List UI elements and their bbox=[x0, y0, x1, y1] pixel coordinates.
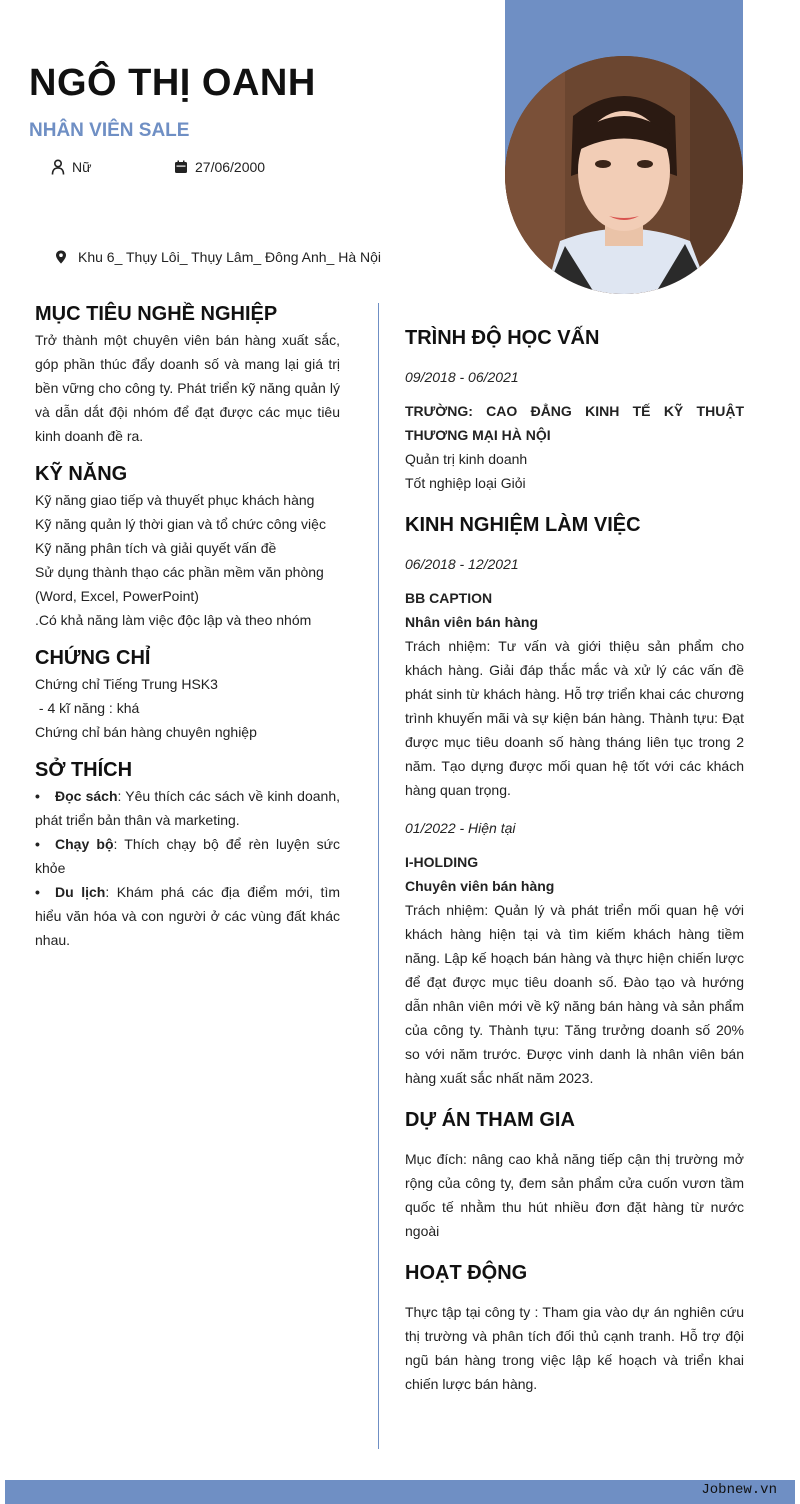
hobby-label: Chạy bộ bbox=[55, 836, 114, 852]
certificate-item: Chứng chỉ bán hàng chuyên nghiệp bbox=[35, 724, 257, 740]
portrait-photo bbox=[505, 56, 743, 294]
hobby-item: • Đọc sách: Yêu thích các sách về kinh doanh, phát triển bản thân và marketing. bbox=[35, 788, 340, 828]
certificates-section bbox=[35, 644, 340, 744]
person-icon bbox=[50, 159, 66, 175]
job-title: NHÂN VIÊN SALE bbox=[29, 120, 190, 141]
experience-entry bbox=[405, 816, 744, 1090]
hobby-label: Đọc sách bbox=[55, 788, 118, 804]
experience-title: KINH NGHIỆM LÀM VIỆC bbox=[405, 514, 641, 536]
school-name: TRƯỜNG: CAO ĐẲNG KINH TẾ KỸ THUẬT THƯƠNG MẠI HÀ NỘI bbox=[405, 403, 744, 443]
hobby-item: • Du lịch: Khám phá các địa điểm mới, tìm hiểu văn hóa và con người ở các vùng đất khác nhau. bbox=[35, 884, 340, 948]
gender-value: Nữ bbox=[72, 159, 92, 175]
projects-text: Mục đích: nâng cao khả năng tiếp cận thị trường mở rộng của công ty, đem sản phẩm cửa cuốn vươn tầm quốc tế nhằm thu hút nhiều đơn đặt hàng từ nước ngoài bbox=[405, 1151, 744, 1239]
skills-section bbox=[35, 460, 340, 632]
footer-brand: Jobnew.vn bbox=[701, 1482, 777, 1498]
activities-text: Thực tập tại công ty : Tham gia vào dự án nghiên cứu thị trường và phân tích đối thủ cạnh tranh. Hỗ trợ đội ngũ bán hàng trong việc lập kế hoạch và triển khai chiến lược bán hàng. bbox=[405, 1304, 744, 1392]
skill-item: Kỹ năng phân tích và giải quyết vấn đề bbox=[35, 540, 277, 556]
projects-section bbox=[405, 1104, 744, 1243]
skill-item: (Word, Excel, PowerPoint) bbox=[35, 588, 199, 604]
objective-text: Trở thành một chuyên viên bán hàng xuất sắc, góp phần thúc đẩy doanh số và mang lại giá trị bền vững cho công ty. Phát triển kỹ năng quản lý và dẫn dắt đội nhóm để đạt được các mục tiêu kinh doanh đề ra. bbox=[35, 332, 340, 444]
right-column bbox=[405, 322, 744, 1410]
education-title: TRÌNH ĐỘ HỌC VẤN bbox=[405, 327, 600, 349]
job-description: Trách nhiệm: Tư vấn và giới thiệu sản phẩm cho khách hàng. Giải đáp thắc mắc và xử lý các vấn đề phát sinh từ khách hàng. Hỗ trợ triển khai các chương trình khuyến mãi và sự kiện bán hàng. Thành tựu: Đạt được mục tiêu doanh số hàng tháng liên tục trong 2 năm. Tạo dựng được mối quan hệ tốt với các khách hàng quan trọng. bbox=[405, 638, 744, 798]
hobby-text: : Thích chạy bộ để rèn luyện sức khỏe bbox=[35, 836, 341, 876]
job-description: Trách nhiệm: Quản lý và phát triển mối quan hệ với khách hàng hiện tại và tìm kiếm khách hàng tiềm năng. Lập kế hoạch bán hàng và thực hiện chiến lược để đạt được mục tiêu doanh số. Đào tạo và hướng dẫn nhân viên mới về kỹ năng bán hàng và sản phẩm của công ty. Thành tựu: Tăng trưởng doanh số 20% so với năm trước. Được vinh danh là nhân viên bán hàng xuất sắc nhất năm 2023. bbox=[405, 902, 744, 1086]
education-section bbox=[405, 322, 744, 495]
skill-item: Kỹ năng giao tiếp và thuyết phục khách hàng bbox=[35, 492, 315, 508]
dob-info bbox=[173, 159, 265, 175]
job-role: Nhân viên bán hàng bbox=[405, 614, 539, 630]
left-column bbox=[35, 300, 340, 964]
skills-title: KỸ NĂNG bbox=[35, 463, 128, 485]
activities-section bbox=[405, 1257, 744, 1396]
job-date: 01/2022 - Hiện tại bbox=[405, 820, 516, 836]
column-divider bbox=[378, 303, 379, 1449]
hobby-item: • Chạy bộ: Thích chạy bộ để rèn luyện sức khỏe bbox=[35, 836, 341, 876]
objective-title: MỤC TIÊU NGHỀ NGHIỆP bbox=[35, 303, 278, 325]
footer-bar bbox=[5, 1480, 795, 1504]
activities-title: HOẠT ĐỘNG bbox=[405, 1262, 528, 1284]
hobbies-title: SỞ THÍCH bbox=[35, 759, 133, 781]
certificate-item: Chứng chỉ Tiếng Trung HSK3 bbox=[35, 676, 218, 692]
experience-entry bbox=[405, 552, 744, 802]
skill-item: .Có khả năng làm việc độc lập và theo nhóm bbox=[35, 612, 312, 628]
avatar bbox=[505, 56, 743, 294]
experience-section bbox=[405, 509, 744, 1090]
objective-section bbox=[35, 300, 340, 448]
certificates-title: CHỨNG CHỈ bbox=[35, 647, 151, 669]
hobby-text: : Khám phá các địa điểm mới, tìm hiểu văn hóa và con người ở các vùng đất khác nhau. bbox=[35, 884, 340, 948]
skill-item: Sử dụng thành thạo các phần mềm văn phòng bbox=[35, 564, 324, 580]
job-role: Chuyên viên bán hàng bbox=[405, 878, 555, 894]
address-value: Khu 6_ Thụy Lôi_ Thụy Lâm_ Đông Anh_ Hà Nội bbox=[78, 249, 382, 265]
hobby-text: : Yêu thích các sách về kinh doanh, phát triển bản thân và marketing. bbox=[35, 788, 340, 828]
location-pin-icon bbox=[53, 249, 69, 265]
calendar-icon bbox=[173, 159, 189, 175]
company-name: I-HOLDING bbox=[405, 854, 479, 870]
address-info bbox=[53, 249, 381, 265]
hobby-label: Du lịch bbox=[55, 884, 106, 900]
projects-title: DỰ ÁN THAM GIA bbox=[405, 1109, 575, 1131]
company-name: BB CAPTION bbox=[405, 590, 493, 606]
education-date: 09/2018 - 06/2021 bbox=[405, 369, 519, 385]
dob-value: 27/06/2000 bbox=[195, 159, 266, 175]
certificate-item: - 4 kĩ năng : khá bbox=[35, 700, 140, 716]
education-major: Quản trị kinh doanh bbox=[405, 451, 528, 467]
candidate-name: NGÔ THỊ OANH bbox=[29, 62, 316, 104]
education-result: Tốt nghiệp loại Giỏi bbox=[405, 475, 526, 491]
gender-info bbox=[50, 159, 91, 175]
hobbies-section bbox=[35, 756, 340, 952]
skill-item: Kỹ năng quản lý thời gian và tổ chức công việc bbox=[35, 516, 326, 532]
job-date: 06/2018 - 12/2021 bbox=[405, 556, 519, 572]
